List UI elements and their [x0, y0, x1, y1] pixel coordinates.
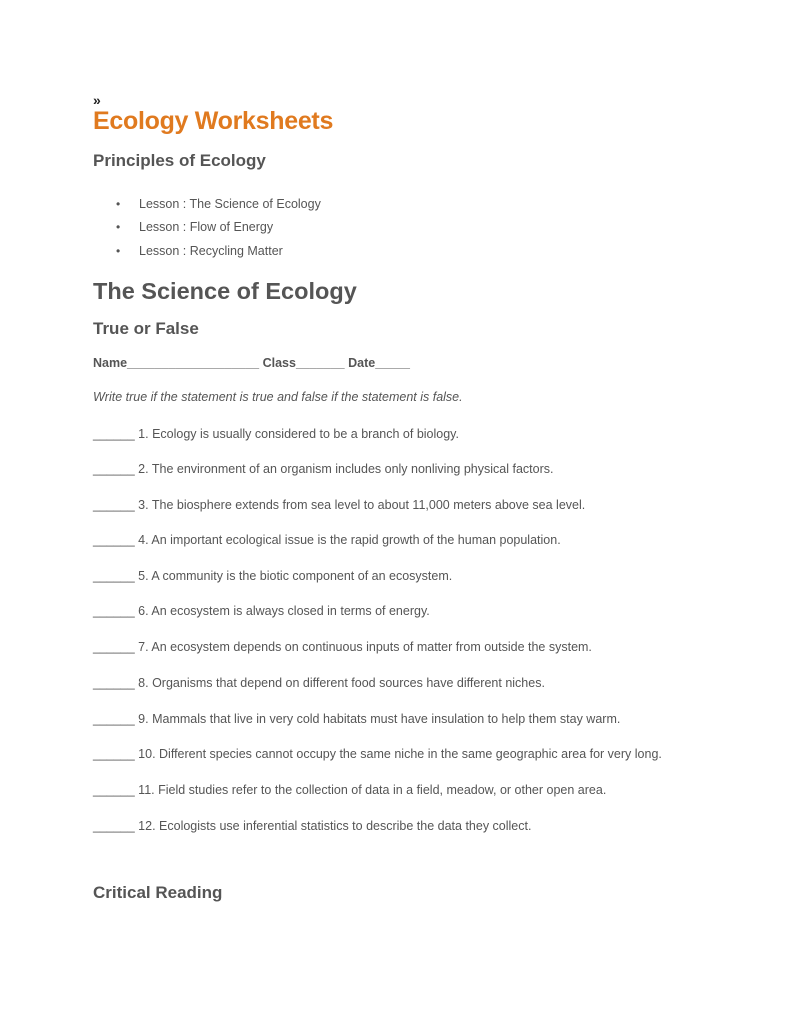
question-item: ______ 5. A community is the biotic component of an ecosystem.	[93, 569, 453, 583]
principles-heading: Principles of Ecology	[93, 151, 266, 170]
lesson-link[interactable]: Lesson : The Science of Ecology	[139, 197, 321, 211]
question-item: ______ 7. An ecosystem depends on continuous inputs of matter from outside the system.	[93, 640, 592, 654]
bullet-icon: •	[116, 220, 121, 235]
lesson-list	[93, 196, 321, 266]
critical-reading-heading: Critical Reading	[93, 883, 223, 902]
question-item: ______ 4. An important ecological issue is the rapid growth of the human population.	[93, 533, 561, 547]
list-item[interactable]	[93, 219, 321, 242]
bullet-icon: •	[116, 243, 121, 258]
section-heading: The Science of Ecology	[93, 278, 357, 304]
question-item: ______ 3. The biosphere extends from sea level to about 11,000 meters above sea level.	[93, 498, 586, 512]
breadcrumb-mark[interactable]: »	[93, 92, 101, 108]
bullet-icon: •	[116, 197, 121, 211]
question-item: ______ 2. The environment of an organism includes only nonliving physical factors.	[93, 462, 554, 476]
subsection-heading: True or False	[93, 319, 199, 338]
list-item[interactable]	[93, 243, 321, 266]
lesson-link[interactable]: Lesson : Flow of Energy	[139, 220, 274, 235]
list-item[interactable]	[93, 196, 321, 219]
question-item: ______ 1. Ecology is usually considered to be a branch of biology.	[93, 427, 459, 441]
question-item: ______ 6. An ecosystem is always closed in terms of energy.	[93, 604, 430, 618]
instructions-text: Write true if the statement is true and false if the statement is false.	[93, 390, 463, 404]
question-item: ______ 9. Mammals that live in very cold habitats must have insulation to help them stay warm.	[93, 712, 621, 726]
question-item: ______ 10. Different species cannot occupy the same niche in the same geographic area for very long.	[93, 747, 662, 761]
question-item: ______ 12. Ecologists use inferential statistics to describe the data they collect.	[93, 819, 532, 833]
question-item: ______ 8. Organisms that depend on different food sources have different niches.	[93, 676, 545, 690]
name-class-date-line: Name___________________ Class_______ Date_____	[93, 356, 410, 370]
page-title: Ecology Worksheets	[93, 107, 334, 135]
question-item: ______ 11. Field studies refer to the collection of data in a field, meadow, or other open area.	[93, 783, 607, 797]
lesson-link[interactable]: Lesson : Recycling Matter	[139, 243, 283, 258]
